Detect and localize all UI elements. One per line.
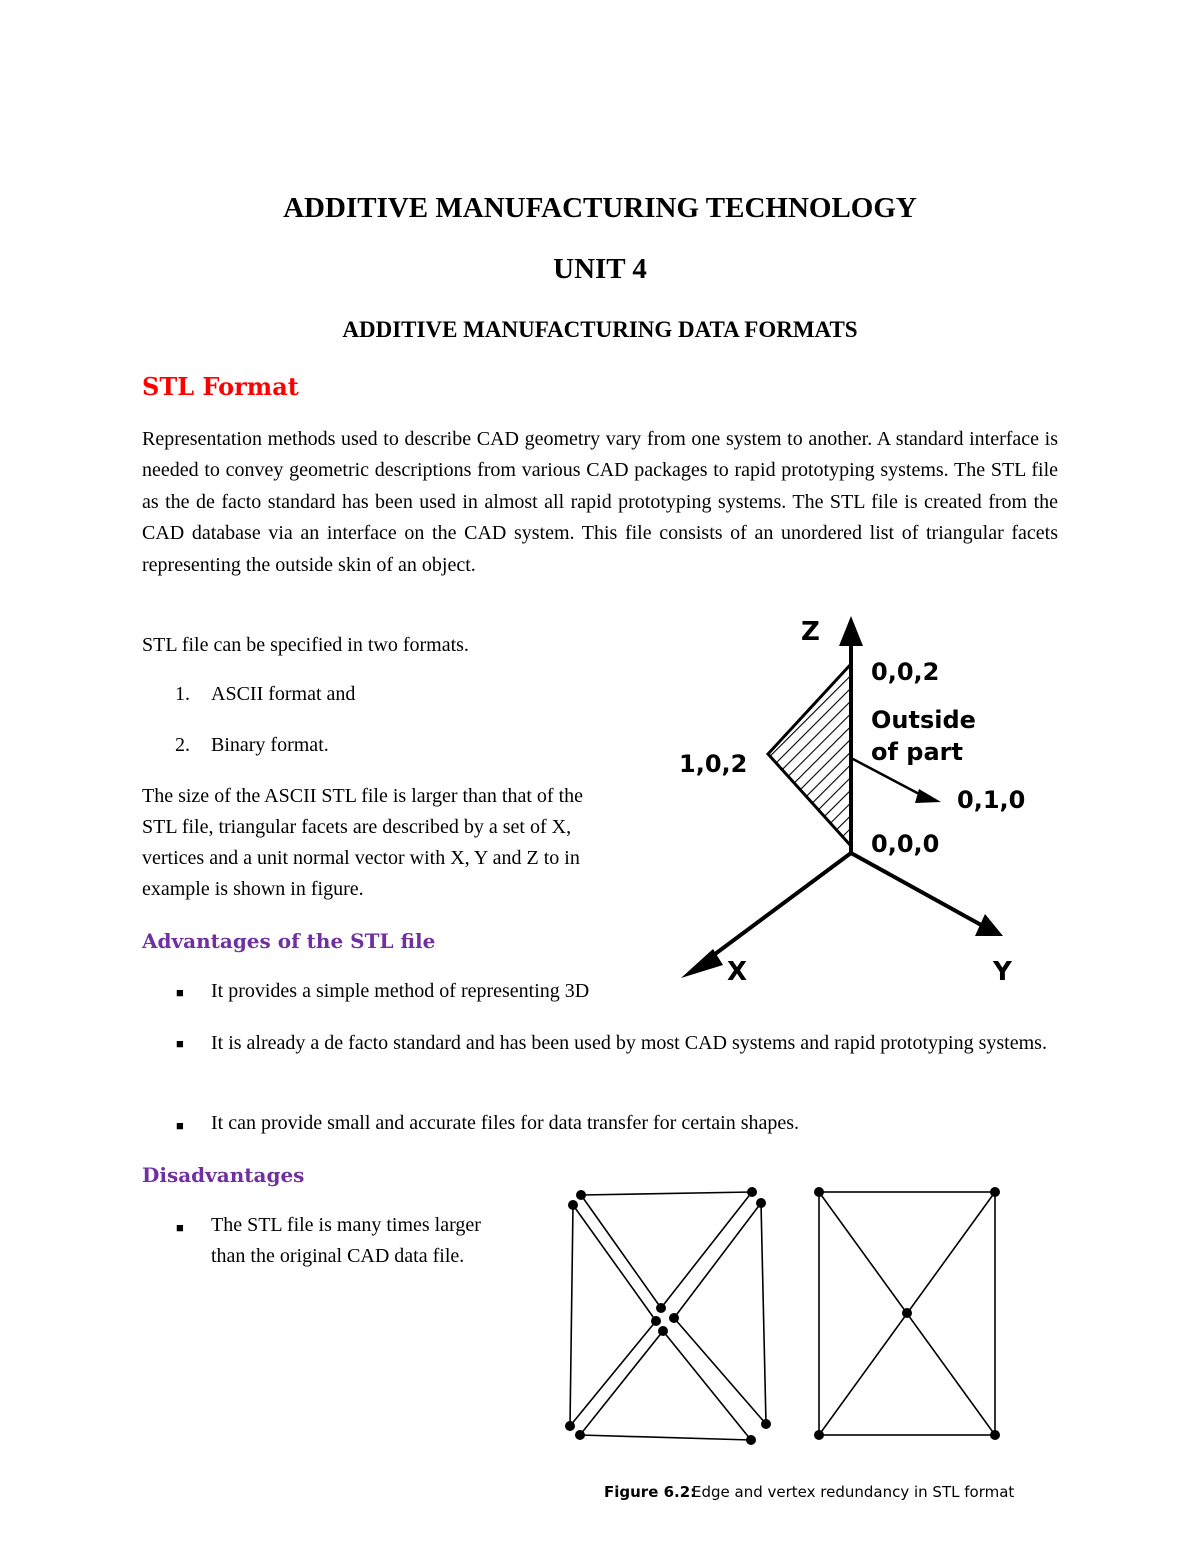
- vertex-label-000: 0,0,0: [871, 830, 940, 858]
- normal-label-010: 0,1,0: [957, 786, 1026, 814]
- formats-intro: STL file can be specified in two formats.: [142, 634, 469, 656]
- list-number-1: 1.: [175, 683, 190, 705]
- format-item-binary: Binary format.: [211, 734, 329, 756]
- advantage-item-3: It can provide small and accurate files for data transfer for certain shapes.: [211, 1112, 800, 1134]
- section-title: ADDITIVE MANUFACTURING DATA FORMATS: [342, 317, 858, 342]
- advantage-item-1: It provides a simple method of representing 3D: [211, 980, 590, 1002]
- z-axis-label: Z: [801, 617, 820, 647]
- unit-title: UNIT 4: [553, 253, 647, 285]
- figure-caption-label: Figure 6.2:: [604, 1483, 697, 1501]
- size-line-2: STL file, triangular facets are described by a set of X,: [142, 816, 572, 838]
- outside-label-line-2: of part: [871, 738, 963, 766]
- document-title: ADDITIVE MANUFACTURING TECHNOLOGY: [283, 192, 917, 224]
- vertex-label-102: 1,0,2: [679, 750, 748, 778]
- y-axis-label: Y: [993, 957, 1012, 987]
- disadvantage-line-2: than the original CAD data file.: [211, 1245, 465, 1267]
- size-line-1: The size of the ASCII STL file is larger than that of the: [142, 785, 583, 807]
- disadvantages-heading: Disadvantages: [142, 1163, 305, 1187]
- redundant-vertices: [565, 1187, 771, 1445]
- bullet-square-icon: ■: [176, 1220, 184, 1235]
- disadvantage-line-1: The STL file is many times larger: [211, 1214, 481, 1236]
- intro-paragraph: Representation methods used to describe CAD geometry vary from one system to another. A standard interface is needed to convey geometric descriptions from various CAD packages to rapid prototyping systems. The STL file as the de facto standard has been used in almost all rapid prototyping systems. The STL file is created from the CAD database via an interface on the CAD system. This file consists of an unordered list of triangular facets representing the outside skin of an object.: [142, 428, 1058, 576]
- bullet-square-icon: ■: [176, 1118, 184, 1133]
- figure-caption-text: Edge and vertex redundancy in STL format: [692, 1483, 1015, 1501]
- advantages-heading: Advantages of the STL file: [142, 929, 436, 953]
- bullet-square-icon: ■: [176, 985, 184, 1000]
- stl-format-heading: STL Format: [142, 372, 299, 401]
- stl-facet-axis-figure: [663, 608, 1063, 998]
- redundant-mesh: [570, 1192, 766, 1440]
- advantage-item-2: It is already a de facto standard and has been used by most CAD systems and rapid prototyping systems.: [211, 1032, 1047, 1054]
- list-number-2: 2.: [175, 734, 190, 756]
- redundancy-figure: [555, 1178, 1015, 1518]
- x-axis-label: X: [727, 957, 748, 987]
- vertex-label-002: 0,0,2: [871, 658, 940, 686]
- bullet-square-icon: ■: [176, 1036, 184, 1051]
- format-item-ascii: ASCII format and: [211, 683, 356, 705]
- size-line-4: example is shown in figure.: [142, 878, 364, 900]
- outside-label-line-1: Outside: [871, 706, 976, 734]
- size-line-3: vertices and a unit normal vector with X, Y and Z to in: [142, 847, 580, 869]
